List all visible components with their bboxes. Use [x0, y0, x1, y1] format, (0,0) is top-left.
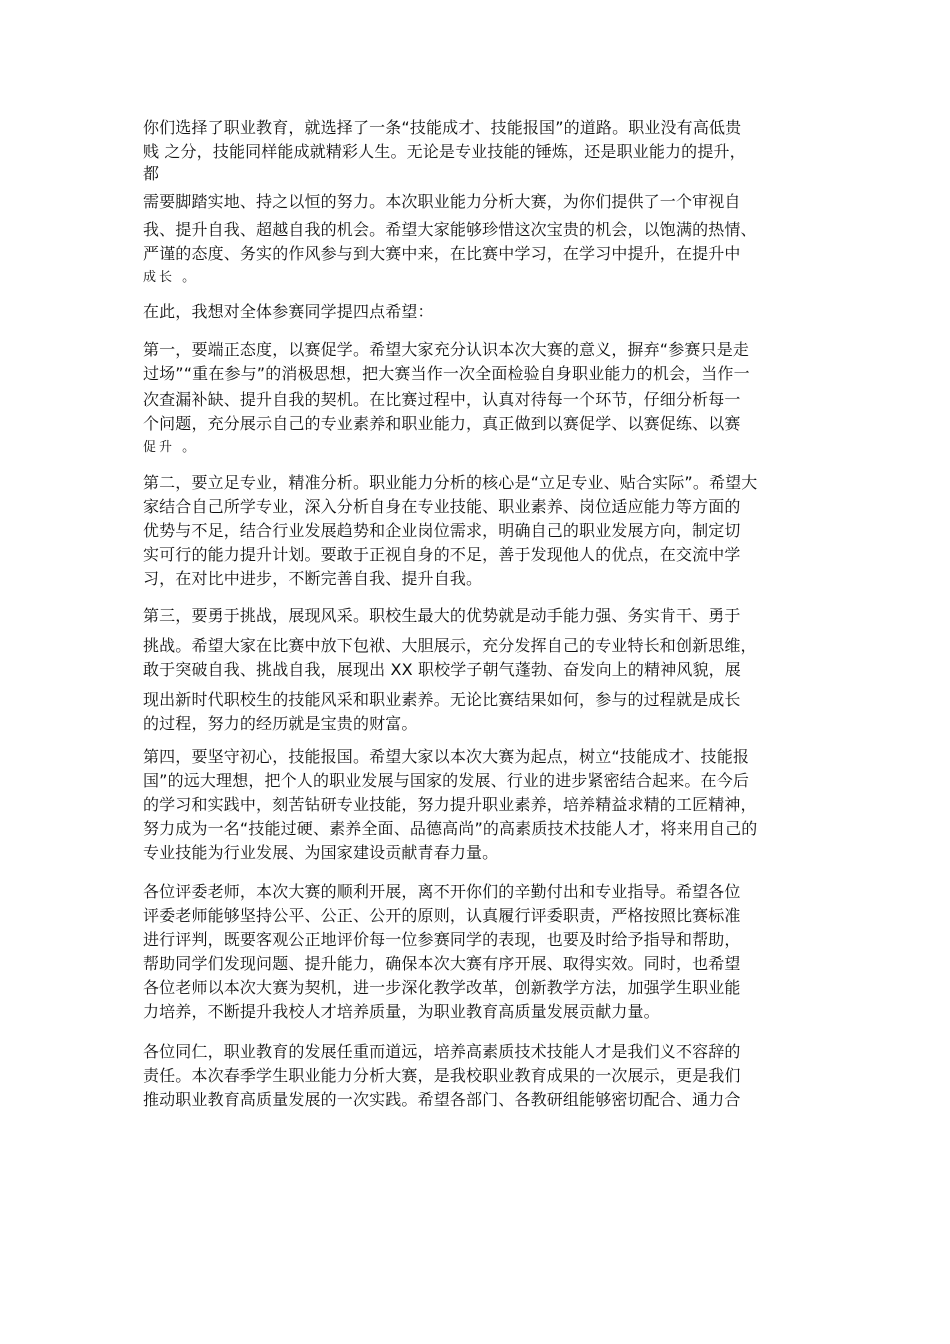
text-line: 在此，我想对全体参赛同学提四点希望： [143, 302, 434, 321]
paragraph-four-hopes-intro [143, 300, 813, 324]
paragraph-hope-first [143, 338, 813, 460]
text-line: 国”的远大理想，把个人的职业发展与国家的发展、行业的进步紧密结合起来。在今后 [143, 771, 749, 790]
text-line: 挑战。希望大家在比赛中放下包袱、大胆展示，充分发挥自己的专业特长和创新思维， [143, 636, 757, 655]
text-line: 第四，要坚守初心，技能报国。希望大家以本次大赛为起点，树立“技能成才、技能报 [143, 747, 749, 766]
text-line: 过场”“重在参与”的消极思想，把大赛当作一次全面检验自身职业能力的机会，当作一 [143, 364, 750, 383]
text-line: 的过程，努力的经历就是宝贵的财富。 [143, 714, 418, 733]
text-line: 各位老师以本次大赛为契机，进一步深化教学改革，创新教学方法，加强学生职业能 [143, 978, 741, 997]
text-line: 第一，要端正态度，以赛促学。希望大家充分认识本次大赛的意义，摒弃“参赛只是走 [143, 340, 749, 359]
text-line: 成长 。 [143, 270, 199, 285]
text-line: 习，在对比中进步，不断完善自我、提升自我。 [143, 569, 483, 588]
text-line: 帮助同学们发现问题、提升能力，确保本次大赛有序开展、取得实效。同时，也希望 [143, 954, 741, 973]
text-line: 我、提升自我、超越自我的机会。希望大家能够珍惜这次宝贵的机会，以饱满的热情、 [143, 220, 757, 239]
text-line: 个问题，充分展示自己的专业素养和职业能力，真正做到以赛促学、以赛促练、以赛 [143, 414, 741, 433]
text-line: 力培养，不断提升我校人才培养质量，为职业教育高质量发展贡献力量。 [143, 1002, 660, 1021]
text-line: 现出新时代职校生的技能风采和职业素养。无论比赛结果如何，参与的过程就是成长 [143, 690, 741, 709]
text-line: 次查漏补缺、提升自我的契机。在比赛过程中，认真对待每一个环节，仔细分析每一 [143, 390, 741, 409]
text-line: 各位评委老师，本次大赛的顺利开展，离不开你们的辛勤付出和专业指导。希望各位 [143, 882, 741, 901]
text-line: 评委老师能够坚持公平、公正、公开的原则，认真履行评委职责，严格按照比赛标准 [143, 906, 741, 925]
text-line: 需要脚踏实地、持之以恒的努力。本次职业能力分析大赛，为你们提供了一个审视自 [143, 192, 741, 211]
paragraph-hope-second [143, 471, 813, 591]
text-line: 你们选择了职业教育，就选择了一条“技能成才、技能报国”的道路。职业没有高低贵 [143, 118, 742, 137]
text-line: 进行评判，既要客观公正地评价每一位参赛同学的表现，也要及时给予指导和帮助， [143, 930, 741, 949]
text-line: 的学习和实践中，刻苦钻研专业技能，努力提升职业素养，培养精益求精的工匠精神， [143, 795, 757, 814]
text-line: 优势与不足，结合行业发展趋势和企业岗位需求，明确自己的职业发展方向，制定切 [143, 521, 741, 540]
text-line: 专业技能为行业发展、为国家建设贡献青春力量。 [143, 843, 499, 862]
text-line: 敢于突破自我、挑战自我，展现出 XX 职校学子朝气蓬勃、奋发向上的精神风貌，展 [143, 660, 741, 679]
text-line: 实可行的能力提升计划。要敢于正视自身的不足，善于发现他人的优点，在交流中学 [143, 545, 741, 564]
paragraph-hope-third [143, 604, 813, 736]
text-line: 贱 之分，技能同样能成就精彩人生。无论是专业技能的锤炼，还是职业能力的提升， [143, 142, 746, 161]
text-line: 各位同仁，职业教育的发展任重而道远，培养高素质技术技能人才是我们义不容辞的 [143, 1042, 741, 1061]
text-line: 第三，要勇于挑战，展现风采。职校生最大的优势就是动手能力强、务实肯干、勇于 [143, 606, 741, 625]
text-line: 都 [143, 164, 160, 183]
text-line: 严谨的态度、务实的作风参与到大赛中来，在比赛中学习，在学习中提升，在提升中 [143, 244, 741, 263]
paragraph-hope-fourth [143, 745, 813, 865]
text-line: 家结合自己所学专业，深入分析自身在专业技能、职业素养、岗位适应能力等方面的 [143, 497, 741, 516]
text-line: 促升 。 [143, 440, 199, 455]
paragraph-judges [143, 880, 813, 1024]
text-line: 第二，要立足专业，精准分析。职业能力分析的核心是“立足专业、贴合实际”。希望大 [143, 473, 758, 492]
text-line: 努力成为一名“技能过硬、素养全面、品德高尚”的高素质技术技能人才，将来用自己的 [143, 819, 758, 838]
text-line: 推动职业教育高质量发展的一次实践。希望各部门、各教研组能够密切配合、通力合 [143, 1090, 741, 1109]
paragraph-colleagues [143, 1040, 813, 1112]
text-line: 责任。本次春季学生职业能力分析大赛，是我校职业教育成果的一次展示，更是我们 [143, 1066, 741, 1085]
paragraph-intro [143, 116, 813, 290]
